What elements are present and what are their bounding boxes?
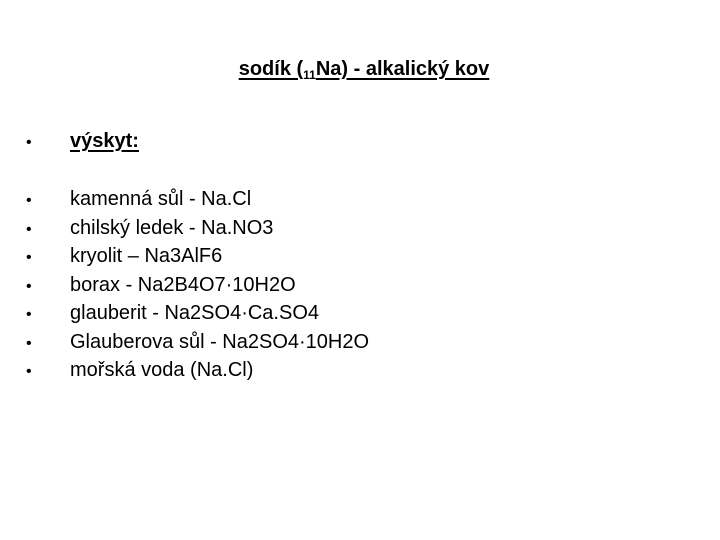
bullet-icon: • — [26, 306, 32, 323]
list-item-text: kryolit – Na3AlF6 — [70, 245, 223, 267]
bullet-icon: • — [26, 220, 32, 238]
list-item — [26, 215, 369, 244]
bullet-icon: • — [26, 277, 32, 295]
bullet-icon: • — [26, 334, 32, 352]
list-item — [26, 357, 369, 386]
list-item — [26, 300, 369, 329]
list-item — [26, 272, 369, 301]
list-item-text: kamenná sůl - Na.Cl — [70, 188, 252, 210]
bullet-icon: • — [26, 249, 32, 266]
bullet-icon: • — [26, 192, 32, 209]
list-item — [26, 243, 369, 272]
list-item — [26, 186, 369, 215]
occurrence-list — [26, 186, 369, 386]
slide-title — [0, 54, 720, 84]
list-item-text: chilský ledek - Na.NO3 — [70, 216, 274, 239]
list-item — [26, 329, 369, 358]
bullet-icon: • — [26, 363, 32, 380]
list-item-text: Glauberova sůl - Na2SO4·10H2O — [70, 330, 370, 353]
slide-title-text — [239, 54, 490, 84]
title-after: Na) - alkalický kov — [315, 58, 490, 80]
list-item-text: glauberit - Na2SO4·Ca.SO4 — [70, 302, 320, 324]
section-heading — [26, 128, 139, 156]
title-subscript: 11 — [303, 68, 316, 82]
title-before: sodík ( — [238, 58, 304, 80]
list-item-text: mořská voda (Na.Cl) — [70, 359, 254, 381]
list-item-text: borax - Na2B4O7·10H2O — [70, 273, 296, 296]
section-heading-text: výskyt: — [70, 130, 139, 152]
bullet-icon: • — [26, 134, 32, 151]
